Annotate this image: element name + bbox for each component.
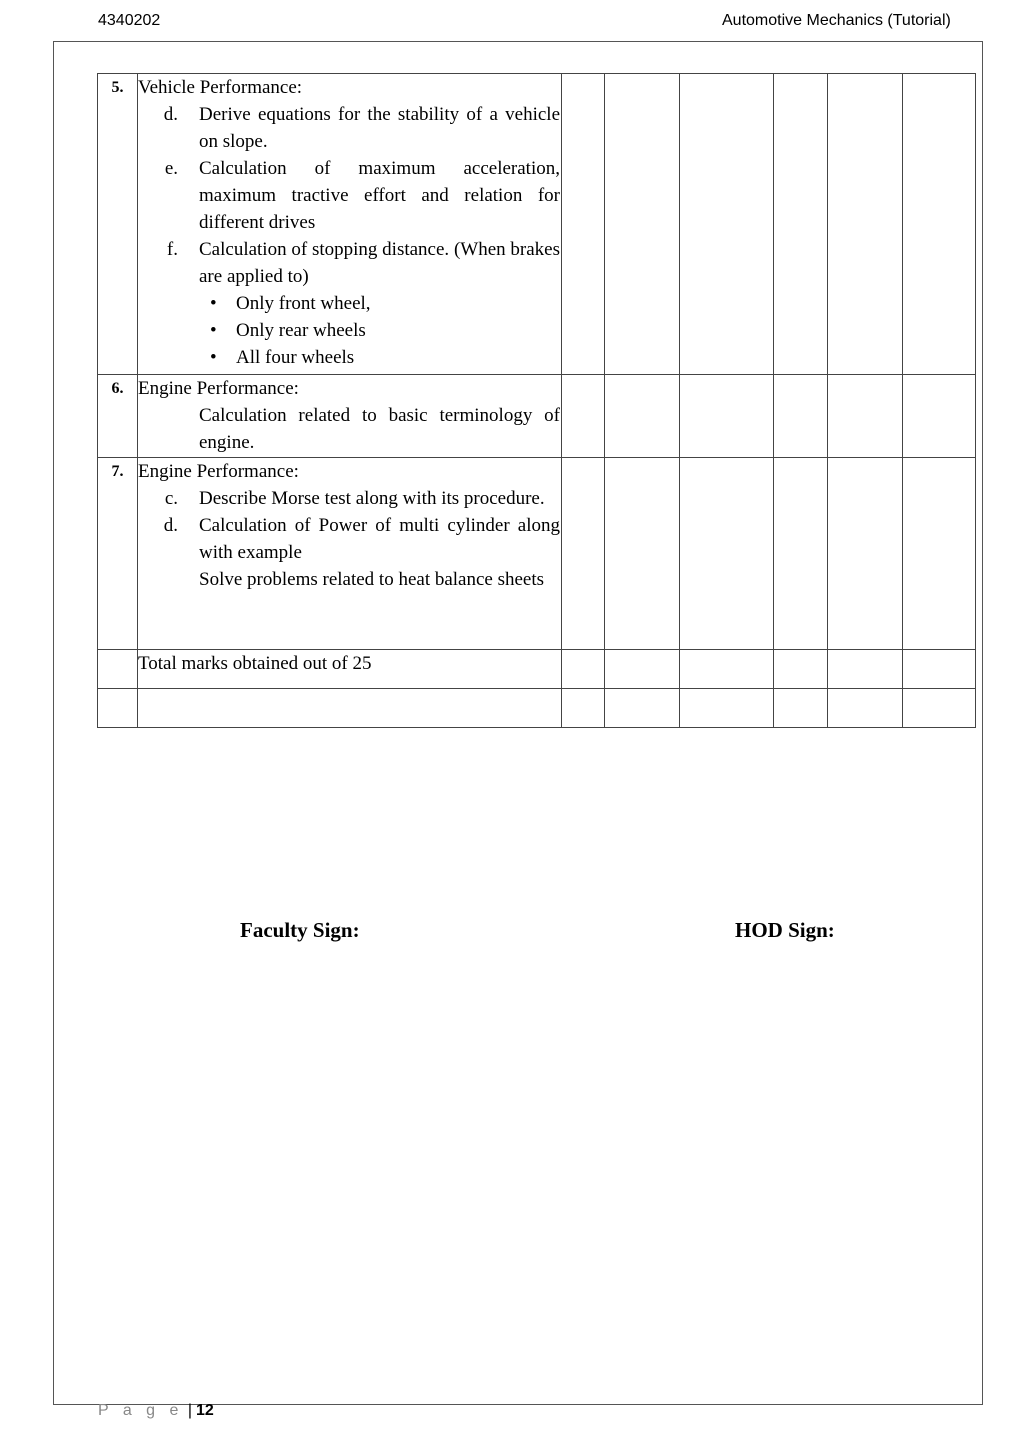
bullet-icon: • [210,293,217,314]
bullet-icon: • [210,347,217,368]
marks-cell [605,375,680,458]
page-separator: | [187,1402,193,1419]
list-item: c. Describe Morse test along with its procedure. [164,488,545,509]
hod-sign-label: HOD Sign: [735,918,835,942]
row-description [138,458,562,650]
marks-cell [828,74,903,375]
marks-cell [562,375,605,458]
marks-cell [774,74,828,375]
marks-cell [605,650,680,689]
marks-cell [774,375,828,458]
row-number: 7. [98,458,138,650]
marks-cell [680,375,774,458]
assessment-table [97,73,976,728]
marks-cell [562,458,605,650]
marks-cell [680,650,774,689]
row-text: Solve problems related to heat balance sheets [199,569,545,590]
row-title: Vehicle Performance: [138,77,303,98]
marks-cell [774,650,828,689]
page-footer [98,1402,214,1420]
row-text: Calculation related to basic terminology of engine. [199,405,560,453]
empty-cell [828,689,903,728]
empty-cell [562,689,605,728]
page-word: P a g e [98,1402,184,1419]
marks-cell [680,458,774,650]
marks-cell [903,650,976,689]
row-title: Engine Performance: [138,461,299,482]
marks-cell [903,74,976,375]
marks-cell [903,375,976,458]
empty-cell [680,689,774,728]
bullet-icon: • [210,320,217,341]
empty-cell [98,689,138,728]
total-marks-label: Total marks obtained out of 25 [138,650,562,689]
list-item: d. Derive equations for the stability of a vehicle on slope. [163,104,560,152]
table-row [98,74,976,375]
list-item: d. Calculation of Power of multi cylinder along with example [163,515,560,563]
marks-cell [562,650,605,689]
marks-cell [680,74,774,375]
list-item: e. Calculation of maximum acceleration, maximum tractive effort and relation for different drives [164,158,560,233]
list-item: f. Calculation of stopping distance. (When brakes are applied to) [166,239,560,287]
marks-cell [774,458,828,650]
marks-cell [562,74,605,375]
table-row [98,689,976,728]
row-number: 6. [98,375,138,458]
marks-cell [828,375,903,458]
empty-cell [903,689,976,728]
empty-cell [774,689,828,728]
marks-cell [903,458,976,650]
bullet-item: • Only rear wheels [138,317,561,344]
row-description [138,375,562,458]
marks-cell [605,74,680,375]
bullet-item: • All four wheels [138,344,561,371]
row-title: Engine Performance: [138,378,299,399]
bullet-item: • Only front wheel, [138,290,561,317]
table-row [98,375,976,458]
marks-cell [828,458,903,650]
document-code: 4340202 [98,12,161,29]
empty-cell [605,689,680,728]
row-description [138,74,562,375]
row-number [98,650,138,689]
table-row [98,650,976,689]
marks-cell [605,458,680,650]
row-number: 5. [98,74,138,375]
document-subject: Automotive Mechanics (Tutorial) [722,12,951,29]
page-number: 12 [196,1402,214,1419]
table-row [98,458,976,650]
faculty-sign-label: Faculty Sign: [240,918,360,942]
empty-cell [138,689,562,728]
marks-cell [828,650,903,689]
